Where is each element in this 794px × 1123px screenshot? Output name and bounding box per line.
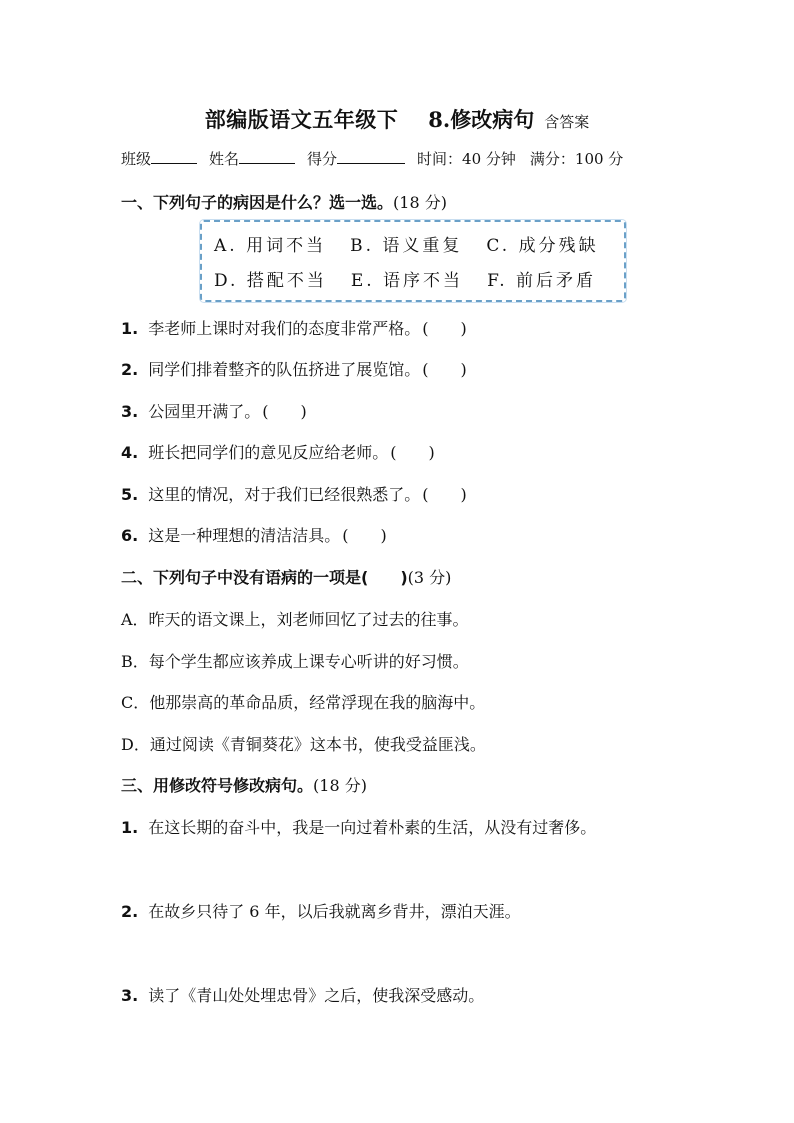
question-number: 4. bbox=[121, 443, 139, 462]
question-text: 在故乡只待了 6 年，以后我就离乡背井，漂泊天涯。 bbox=[148, 902, 521, 921]
section2-score: (3 分) bbox=[407, 568, 452, 587]
title-sub: 8.修改病句 bbox=[428, 107, 535, 132]
section3-score: (18 分) bbox=[313, 776, 367, 795]
title-main: 部编版语文五年级下 bbox=[204, 107, 399, 132]
answer-blank[interactable]: ( ) bbox=[422, 360, 467, 379]
full-score-info: 满分：100 分 bbox=[529, 150, 624, 168]
options-box bbox=[200, 220, 626, 302]
page-title bbox=[0, 104, 794, 134]
question-text: 公园里开满了。 bbox=[148, 402, 261, 421]
s2-choice-b: B．每个学生都应该养成上课专心听讲的好习惯。 bbox=[121, 652, 469, 671]
s2-choice-d: D．通过阅读《青铜葵花》这本书，使我受益匪浅。 bbox=[121, 735, 486, 754]
question-text: 同学们排着整齐的队伍挤进了展览馆。 bbox=[148, 360, 421, 379]
s1-question-2 bbox=[121, 357, 467, 380]
option-e: E. 语序不当 bbox=[350, 271, 464, 291]
score-blank[interactable] bbox=[337, 149, 405, 164]
answer-blank[interactable]: ( ) bbox=[342, 526, 387, 545]
question-number: 6. bbox=[121, 526, 139, 545]
s3-question-1 bbox=[121, 815, 596, 838]
question-number: 2. bbox=[121, 360, 139, 379]
section1-heading bbox=[121, 190, 447, 213]
answer-blank[interactable]: ( ) bbox=[390, 443, 435, 462]
time-info: 时间：40 分钟 bbox=[417, 150, 516, 168]
name-label: 姓名 bbox=[209, 150, 240, 168]
option-b: B. 语义重复 bbox=[350, 236, 463, 256]
title-tag: 含答案 bbox=[544, 113, 590, 131]
option-a: A. 用词不当 bbox=[214, 236, 327, 256]
s3-question-2 bbox=[121, 899, 521, 922]
section3-heading bbox=[121, 773, 367, 796]
s2-choice-c: C．他那崇高的革命品质，经常浮现在我的脑海中。 bbox=[121, 693, 486, 712]
name-blank[interactable] bbox=[239, 149, 295, 164]
score-label: 得分 bbox=[307, 150, 338, 168]
s1-question-1 bbox=[121, 316, 467, 339]
section1-heading-text: 一、下列句子的病因是什么？选一选。 bbox=[121, 193, 394, 212]
section2-heading-text: 二、下列句子中没有语病的一项是( ) bbox=[121, 568, 408, 587]
section3-heading-text: 三、用修改符号修改病句。 bbox=[121, 776, 314, 795]
question-number: 3. bbox=[121, 402, 139, 421]
student-info-row bbox=[121, 148, 681, 169]
question-text: 班长把同学们的意见反应给老师。 bbox=[148, 443, 389, 462]
option-c: C. 成分残缺 bbox=[486, 236, 599, 256]
s1-question-6 bbox=[121, 523, 387, 546]
s1-question-3 bbox=[121, 399, 307, 422]
question-number: 1. bbox=[121, 319, 139, 338]
options-row-2 bbox=[214, 266, 620, 291]
question-text: 李老师上课时对我们的态度非常严格。 bbox=[148, 319, 421, 338]
s3-question-3 bbox=[121, 983, 484, 1006]
question-number: 5. bbox=[121, 485, 139, 504]
s1-question-4 bbox=[121, 440, 435, 463]
question-text: 在这长期的奋斗中，我是一向过着朴素的生活，从没有过奢侈。 bbox=[148, 818, 597, 837]
section1-score: (18 分) bbox=[393, 193, 447, 212]
answer-blank[interactable]: ( ) bbox=[422, 319, 467, 338]
s2-choice-a: A．昨天的语文课上，刘老师回忆了过去的往事。 bbox=[121, 610, 469, 629]
question-text: 这里的情况，对于我们已经很熟悉了。 bbox=[148, 485, 421, 504]
answer-blank[interactable]: ( ) bbox=[262, 402, 307, 421]
s1-question-5 bbox=[121, 482, 467, 505]
section2-heading bbox=[121, 565, 451, 588]
option-f: F. 前后矛盾 bbox=[487, 271, 597, 291]
answer-blank[interactable]: ( ) bbox=[422, 485, 467, 504]
question-text: 读了《青山处处埋忠骨》之后，使我深受感动。 bbox=[148, 986, 485, 1005]
question-text: 这是一种理想的清洁洁具。 bbox=[148, 526, 341, 545]
question-number: 3. bbox=[121, 986, 139, 1005]
question-number: 2. bbox=[121, 902, 139, 921]
option-d: D. 搭配不当 bbox=[214, 271, 327, 291]
class-blank[interactable] bbox=[151, 149, 197, 164]
class-label: 班级 bbox=[121, 150, 152, 168]
question-number: 1. bbox=[121, 818, 139, 837]
options-row-1 bbox=[214, 231, 623, 256]
